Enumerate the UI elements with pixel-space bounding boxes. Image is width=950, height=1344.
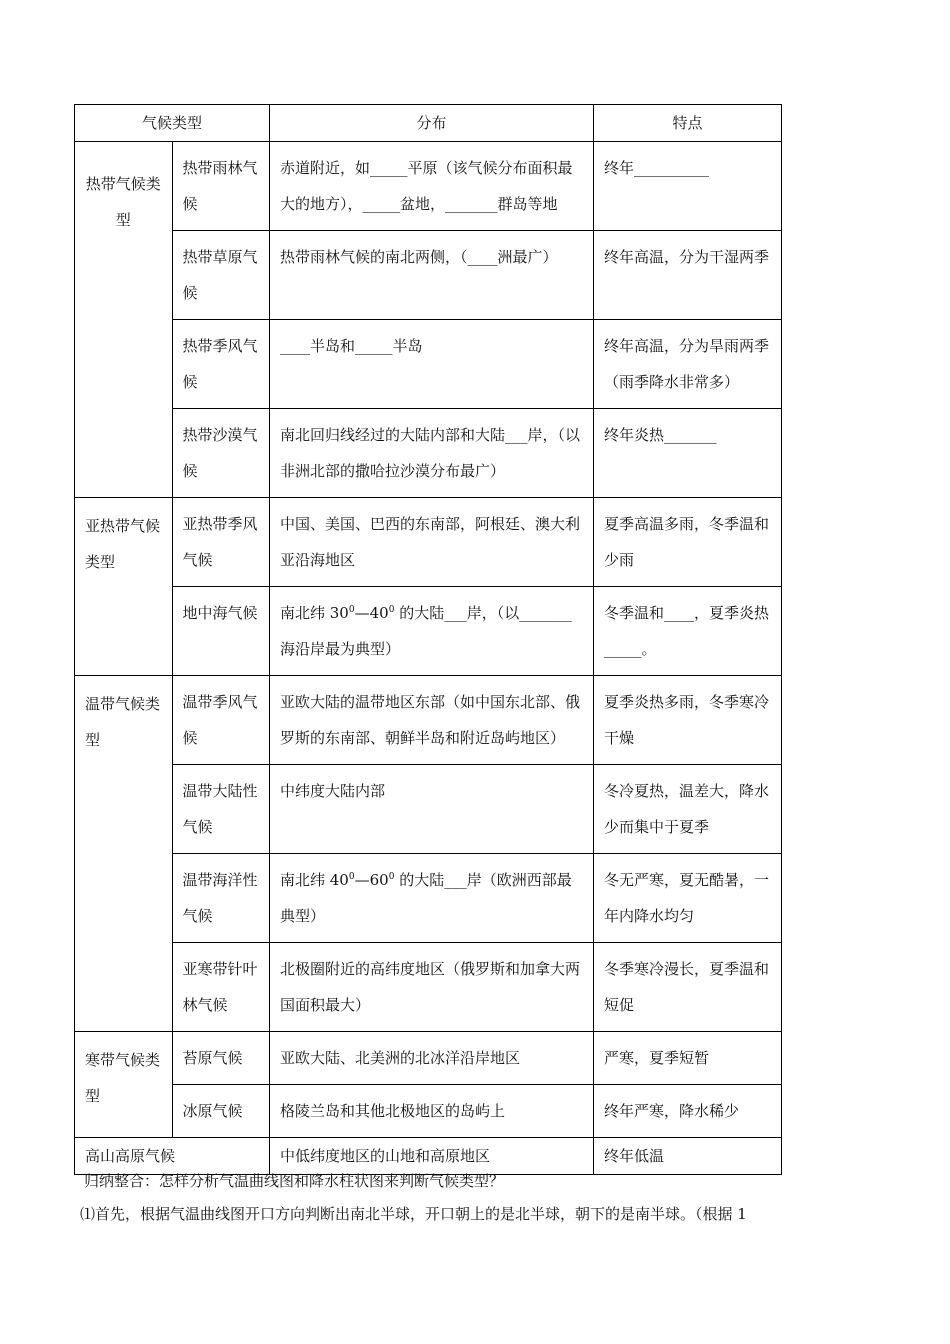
climate-feature: 终年炎热_______ (594, 409, 782, 498)
climate-name: 亚寒带针叶林气候 (172, 943, 270, 1032)
group-temperate: 温带气候类型 (75, 676, 173, 1032)
summary-step-1: ⑴首先，根据气温曲线图开口方向判断出南北半球，开口朝上的是北半球，朝下的是南半球。（根据 1 (80, 1205, 747, 1223)
climate-feature: 终年高温，分为旱雨两季（雨季降水非常多） (594, 320, 782, 409)
climate-name: 温带季风气候 (172, 676, 270, 765)
climate-table (74, 104, 782, 1175)
climate-feature: 冬冷夏热，温差大，降水少而集中于夏季 (594, 765, 782, 854)
climate-distribution: 南北纬 $40^0—60^0$ 的大陆___岸（欧洲西部最典型） (270, 854, 594, 943)
group-tropical: 热带气候类型 (75, 142, 173, 498)
table-row (75, 676, 782, 765)
climate-distribution: 南北回归线经过的大陆内部和大陆___岸，（以非洲北部的撒哈拉沙漠分布最广） (270, 409, 594, 498)
table-row (75, 943, 782, 1032)
climate-feature: 冬无严寒，夏无酷暑，一年内降水均匀 (594, 854, 782, 943)
climate-name: 热带沙漠气候 (172, 409, 270, 498)
climate-feature: 终年低温 (594, 1138, 782, 1175)
climate-feature: 终年__________ (594, 142, 782, 231)
climate-feature: 严寒，夏季短暂 (594, 1032, 782, 1085)
climate-distribution: 中国、美国、巴西的东南部，阿根廷、澳大利亚沿海地区 (270, 498, 594, 587)
group-frigid: 寒带气候类型 (75, 1032, 173, 1138)
header-distribution: 分布 (270, 105, 594, 142)
header-type: 气候类型 (75, 105, 270, 142)
summary-heading: 归纳整合：怎样分析气温曲线图和降水柱状图来判断气候类型？ (84, 1172, 505, 1190)
climate-name: 热带雨林气候 (172, 142, 270, 231)
climate-distribution: 北极圈附近的高纬度地区（俄罗斯和加拿大两国面积最大） (270, 943, 594, 1032)
climate-distribution: ____半岛和_____半岛 (270, 320, 594, 409)
climate-name: 温带海洋性气候 (172, 854, 270, 943)
climate-name: 冰原气候 (172, 1085, 270, 1138)
climate-distribution: 中纬度大陆内部 (270, 765, 594, 854)
table-row (75, 231, 782, 320)
climate-distribution: 南北纬 $30^0—40^0$ 的大陆___岸，（以_______海沿岸最为典型） (270, 587, 594, 676)
climate-feature: 夏季高温多雨，冬季温和少雨 (594, 498, 782, 587)
climate-feature: 冬季温和____，夏季炎热_____。 (594, 587, 782, 676)
climate-name: 热带草原气候 (172, 231, 270, 320)
table-row (75, 1032, 782, 1085)
table-header-row (75, 105, 782, 142)
table-row (75, 1138, 782, 1175)
climate-name: 亚热带季风气候 (172, 498, 270, 587)
climate-feature: 终年严寒，降水稀少 (594, 1085, 782, 1138)
climate-feature: 冬季寒冷漫长，夏季温和短促 (594, 943, 782, 1032)
table-row (75, 320, 782, 409)
group-subtropical: 亚热带气候类型 (75, 498, 173, 676)
climate-name: 热带季风气候 (172, 320, 270, 409)
table-row (75, 142, 782, 231)
climate-distribution: 中低纬度地区的山地和高原地区 (270, 1138, 594, 1175)
table-row (75, 498, 782, 587)
climate-name: 地中海气候 (172, 587, 270, 676)
climate-distribution: 赤道附近，如_____平原（该气候分布面积最大的地方），_____盆地，_______群岛等地 (270, 142, 594, 231)
climate-distribution: 亚欧大陆、北美洲的北冰洋沿岸地区 (270, 1032, 594, 1085)
table-row (75, 765, 782, 854)
table-row (75, 854, 782, 943)
climate-feature: 夏季炎热多雨，冬季寒冷干燥 (594, 676, 782, 765)
table-row (75, 587, 782, 676)
table-row (75, 1085, 782, 1138)
climate-distribution: 亚欧大陆的温带地区东部（如中国东北部、俄罗斯的东南部、朝鲜半岛和附近岛屿地区） (270, 676, 594, 765)
climate-distribution: 格陵兰岛和其他北极地区的岛屿上 (270, 1085, 594, 1138)
group-highland: 高山高原气候 (75, 1138, 270, 1175)
climate-distribution: 热带雨林气候的南北两侧，（____洲最广） (270, 231, 594, 320)
climate-feature: 终年高温，分为干湿两季 (594, 231, 782, 320)
climate-name: 苔原气候 (172, 1032, 270, 1085)
table-row (75, 409, 782, 498)
climate-name: 温带大陆性气候 (172, 765, 270, 854)
header-feature: 特点 (594, 105, 782, 142)
